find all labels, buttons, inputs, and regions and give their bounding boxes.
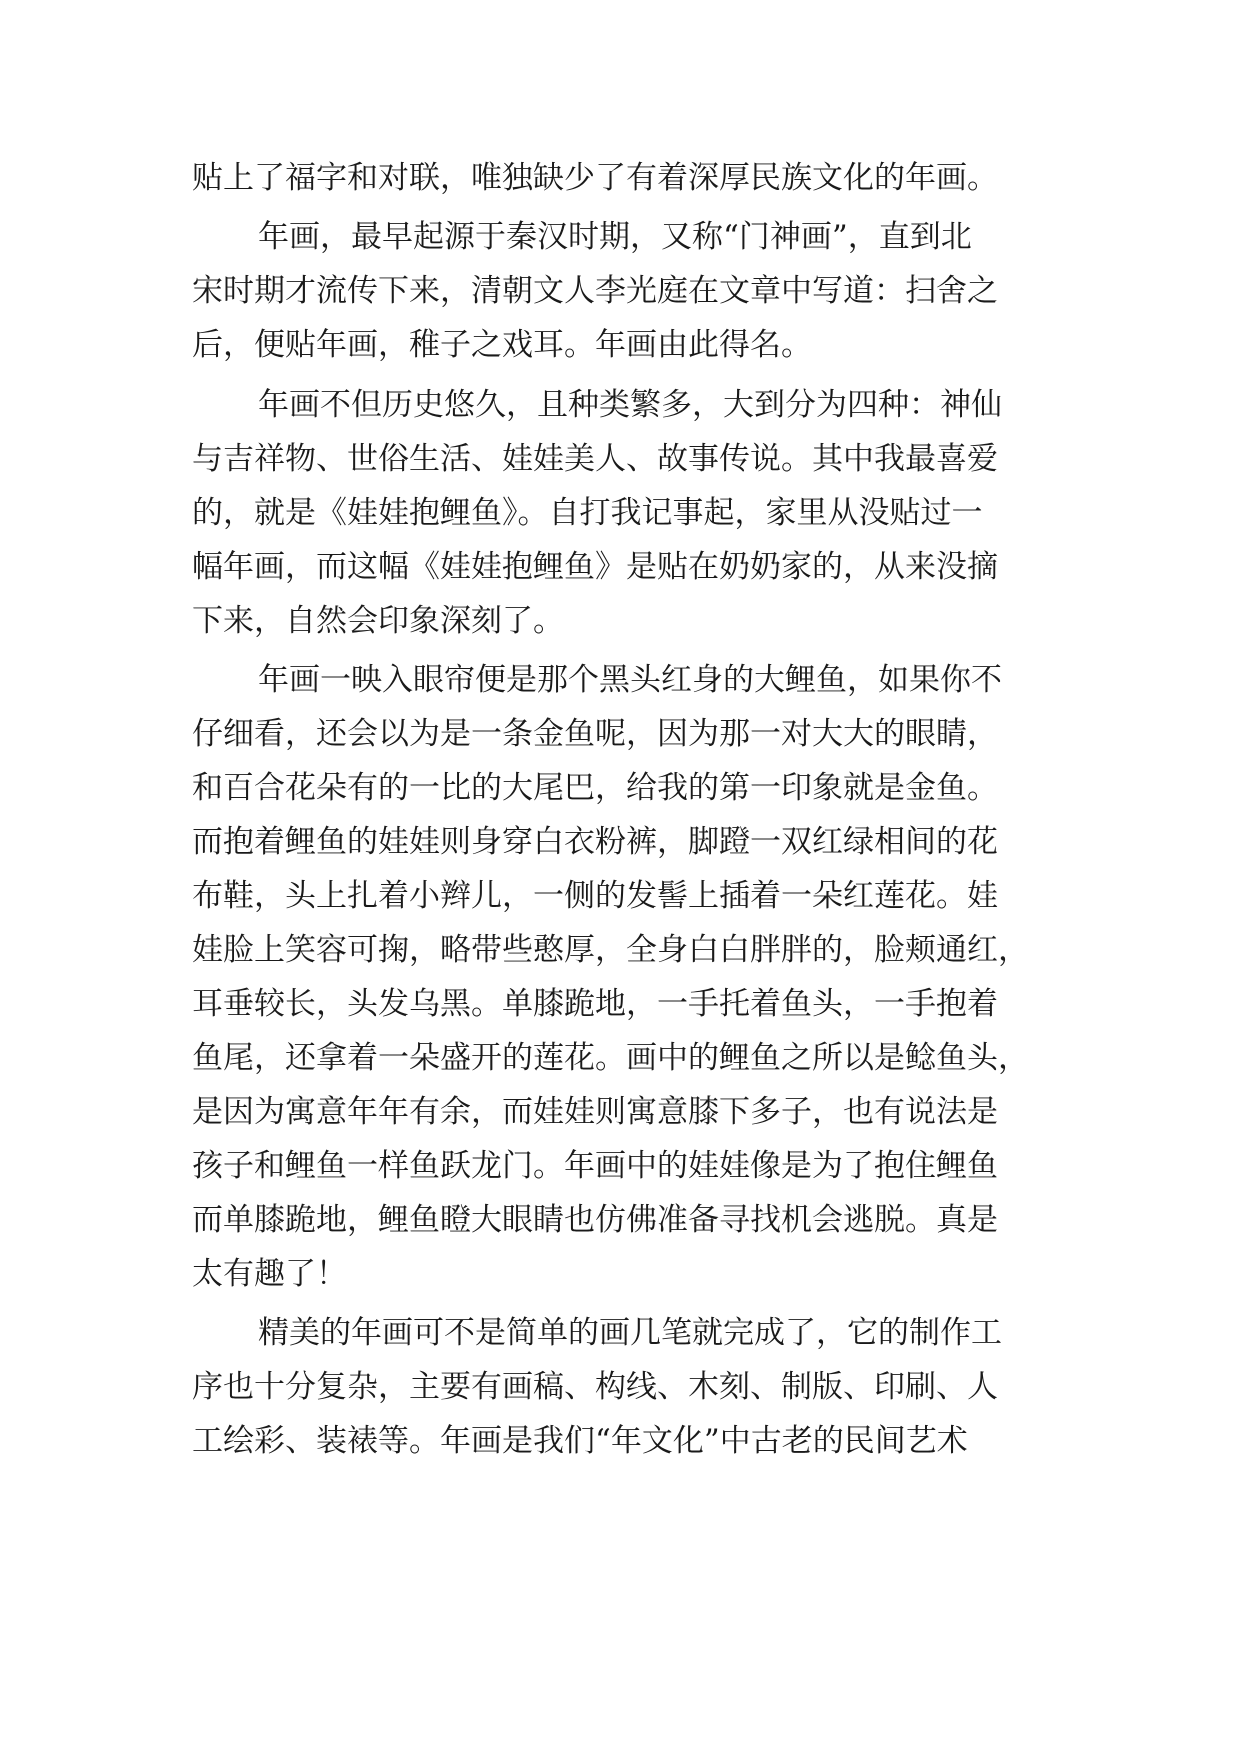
text-line: 仔细看，还会以为是一条金鱼呢，因为那一对大大的眼睛，	[192, 716, 998, 752]
paragraph-first-line: 年画一映入眼帘便是那个黑头红身的大鲤鱼，如果你不	[258, 662, 1002, 698]
text-line: 鱼尾，还拿着一朵盛开的莲花。画中的鲤鱼之所以是鲶鱼头，	[192, 1040, 1029, 1076]
text-line: 贴上了福字和对联，唯独缺少了有着深厚民族文化的年画。	[192, 160, 998, 196]
text-line: 娃脸上笑容可掬，略带些憨厚，全身白白胖胖的，脸颊通红，	[192, 932, 1029, 968]
text-line: 幅年画，而这幅《娃娃抱鲤鱼》是贴在奶奶家的，从来没摘	[192, 549, 998, 585]
text-line: 的，就是《娃娃抱鲤鱼》。自打我记事起，家里从没贴过一	[192, 495, 983, 531]
text-line: 孩子和鲤鱼一样鱼跃龙门。年画中的娃娃像是为了抱住鲤鱼	[192, 1148, 998, 1184]
paragraph-first-line: 年画不但历史悠久，且种类繁多，大到分为四种：神仙	[258, 387, 1002, 423]
text-line: 是因为寓意年年有余，而娃娃则寓意膝下多子，也有说法是	[192, 1094, 998, 1130]
text-line: 而抱着鲤鱼的娃娃则身穿白衣粉裤，脚蹬一双红绿相间的花	[192, 824, 998, 860]
text-line: 下来，自然会印象深刻了。	[192, 603, 564, 639]
text-line: 宋时期才流传下来，清朝文人李光庭在文章中写道：扫舍之	[192, 273, 998, 309]
text-line: 耳垂较长，头发乌黑。单膝跪地，一手托着鱼头，一手抱着	[192, 986, 998, 1022]
text-line: 和百合花朵有的一比的大尾巴，给我的第一印象就是金鱼。	[192, 770, 998, 806]
text-line: 与吉祥物、世俗生活、娃娃美人、故事传说。其中我最喜爱	[192, 441, 998, 477]
paragraph-first-line: 年画，最早起源于秦汉时期，又称“门神画”，直到北	[258, 219, 972, 255]
text-line: 布鞋，头上扎着小辫儿，一侧的发髻上插着一朵红莲花。娃	[192, 878, 998, 914]
text-line: 而单膝跪地，鲤鱼瞪大眼睛也仿佛准备寻找机会逃脱。真是	[192, 1202, 998, 1238]
text-line: 序也十分复杂，主要有画稿、构线、木刻、制版、印刷、人	[192, 1369, 998, 1405]
text-line: 太有趣了！	[192, 1256, 347, 1292]
text-line: 后，便贴年画，稚子之戏耳。年画由此得名。	[192, 327, 812, 363]
paragraph-first-line: 精美的年画可不是简单的画几笔就完成了，它的制作工	[258, 1315, 1002, 1351]
text-line: 工绘彩、装裱等。年画是我们“年文化”中古老的民间艺术	[192, 1423, 968, 1459]
